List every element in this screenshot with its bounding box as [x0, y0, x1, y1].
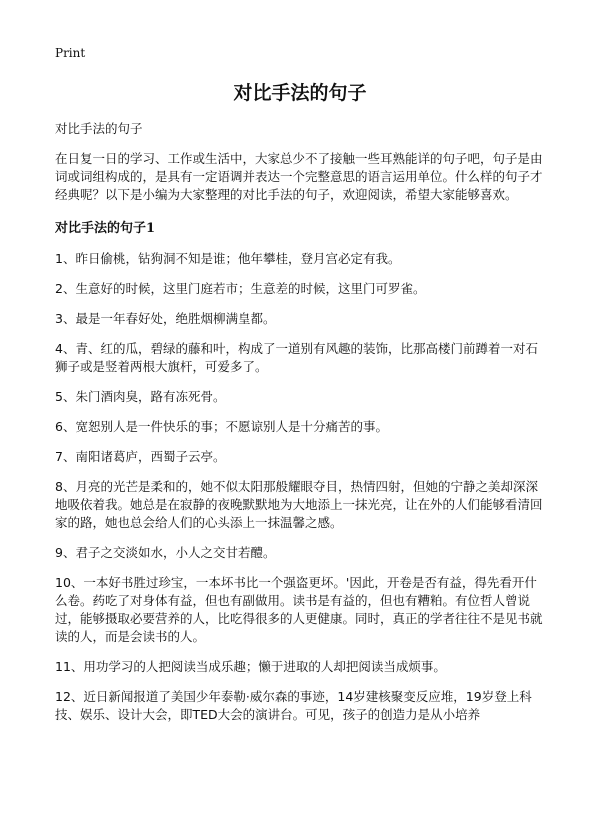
- section-heading: 对比手法的句子1: [55, 221, 156, 236]
- list-item: 6、宽恕别人是一件快乐的事；不愿谅别人是十分痛苦的事。: [55, 419, 388, 434]
- list-item: 12、近日新闻报道了美国少年泰勒·威尔森的事迹，14岁建核聚变反应堆，19岁登上科技、娱乐、设计大会，即TED大会的演讲台。可见，孩子的创造力是从小培养: [55, 689, 532, 722]
- sentence-list: [55, 250, 547, 724]
- document-body: [55, 120, 547, 736]
- list-item: 2、生意好的时候，这里门庭若市；生意差的时候，这里门可罗雀。: [55, 281, 426, 296]
- list-item: 8、月亮的光芒是柔和的，她不似太阳那般耀眼夺目，热情四射，但她的宁静之美却深深地吸依着我。她总是在寂静的夜晚默默地为大地添上一抹光亮，让在外的人们能够看清回家的路，她也总会给人们的心头添上一抹温馨之感。: [55, 479, 543, 530]
- page-title: 对比手法的句子: [233, 82, 367, 104]
- list-item: 11、用功学习的人把阅读当成乐趣；懒于进取的人却把阅读当成烦事。: [55, 659, 446, 674]
- intro-paragraph: 在日复一日的学习、工作或生活中，大家总少不了接触一些耳熟能详的句子吧，句子是由词或词组构成的，是具有一定语调并表达一个完整意思的语言运用单位。什么样的句子才经典呢？以下是小编为大家整理的对比手法的句子，欢迎阅读，希望大家能够喜欢。: [55, 151, 543, 202]
- list-item: 5、朱门酒肉臭，路有冻死骨。: [55, 389, 226, 404]
- list-item: 9、君子之交淡如水，小人之交甘若醴。: [55, 545, 276, 560]
- list-item: 1、昨日偷桃，钻狗洞不知是谁；他年攀桂，登月宫必定有我。: [55, 251, 401, 266]
- list-item: 3、最是一年春好处，绝胜烟柳满皇都。: [55, 311, 276, 326]
- list-item: 7、南阳诸葛庐，西蜀子云亭。: [55, 449, 226, 464]
- print-link[interactable]: Print: [55, 46, 86, 60]
- list-item: 4、青、红的瓜，碧绿的藤和叶，构成了一道别有风趣的装饰，比那高楼门前蹲着一对石狮子或是竖着两根大旗杆，可爱多了。: [55, 341, 538, 374]
- document-subtitle: 对比手法的句子: [55, 121, 143, 136]
- list-item: 10、一本好书胜过珍宝，一本坏书比一个强盗更坏。'因此，开卷是否有益，得先看开什么卷。药吃了对身体有益，但也有副做用。读书是有益的，但也有糟粕。有位哲人曾说过，能够摄取必要营养的人，比吃得很多的人更健康。同时，真正的学者往往不是见书就读的人，而是会读书的人。: [55, 575, 543, 644]
